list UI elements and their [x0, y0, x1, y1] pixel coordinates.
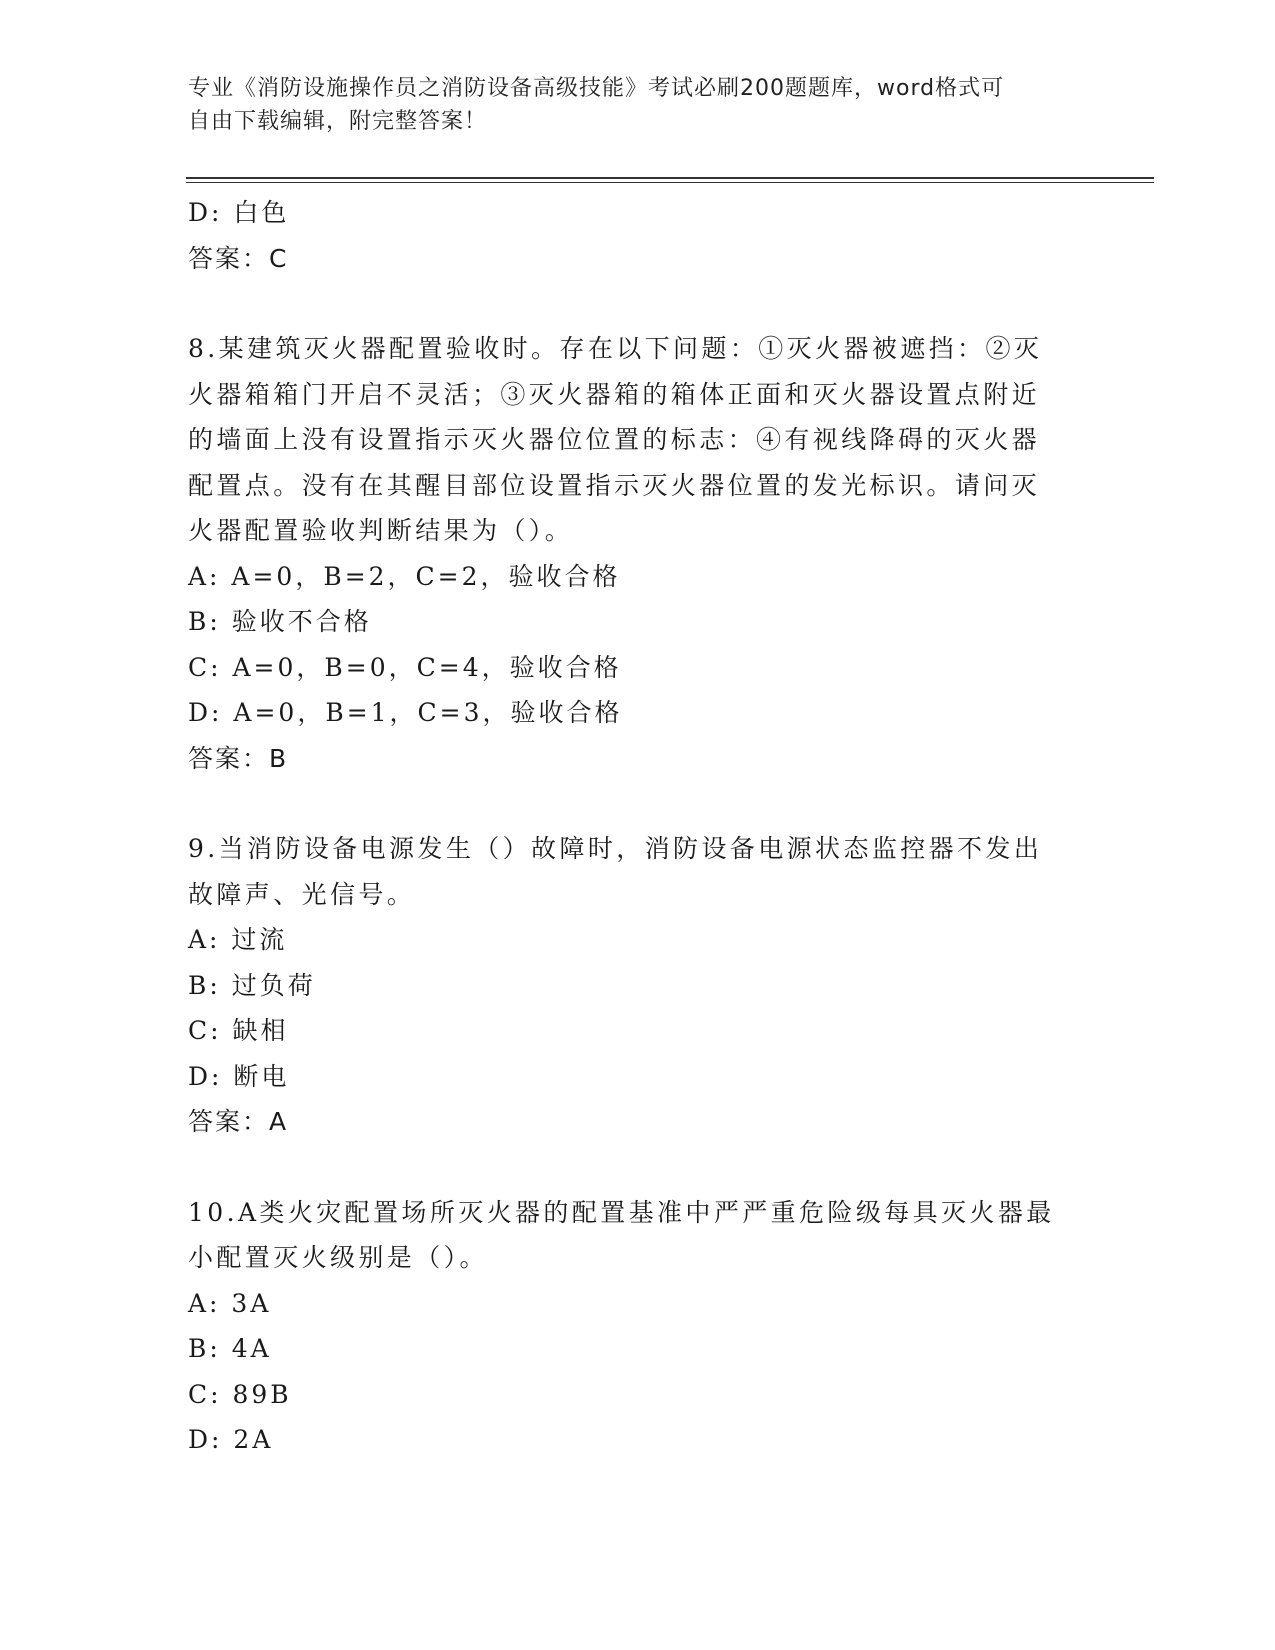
- header-title-line-2: 自由下载编辑，附完整答案！: [188, 109, 488, 134]
- question-10: [188, 1190, 1068, 1463]
- document-header: [188, 72, 1068, 138]
- question-stem-line: 配置点。没有在其醒目部位设置指示灭火器位置的发光标识。请问灭: [188, 470, 1041, 500]
- option-c: C: A=0，B=0，C=4，验收合格: [188, 652, 622, 682]
- option-d: D: 断电: [188, 1061, 290, 1091]
- answer-line: 答案：C: [188, 243, 289, 273]
- option-b: B: 4A: [188, 1334, 272, 1363]
- answer-line: 答案：A: [188, 1107, 289, 1136]
- option-a: A: 3A: [188, 1288, 272, 1318]
- spacer: [188, 781, 1068, 826]
- option-c: C: 缺相: [188, 1016, 289, 1045]
- question-stem-line: 故障声、光信号。: [188, 879, 416, 909]
- answer-line: 答案：B: [188, 743, 289, 773]
- question-8: [188, 326, 1068, 781]
- question-9: [188, 826, 1068, 1145]
- question-stem-line: 10.A类火灾配置场所灭火器的配置基准中严严重危险级每具灭火器最: [188, 1197, 1055, 1227]
- carryover-block: [188, 190, 1068, 281]
- spacer: [188, 1145, 1068, 1190]
- option-b: B: 验收不合格: [188, 607, 372, 636]
- question-stem-line: 9.当消防设备电源发生（）故障时，消防设备电源状态监控器不发出: [188, 834, 1043, 863]
- question-stem-line: 的墙面上没有设置指示灭火器位位置的标志：④有视线降碍的灭火器: [188, 425, 1041, 454]
- header-divider-thin: [186, 182, 1154, 183]
- option-b: B: 过负荷: [188, 970, 316, 1000]
- option-a: A: 过流: [188, 925, 288, 954]
- option-a: A: A=0，B=2，C=2，验收合格: [188, 561, 621, 591]
- header-title-line-1: 专业《消防设施操作员之消防设备高级技能》考试必刷200题题库，word格式可: [188, 76, 1005, 101]
- question-stem-line: 火器配置验收判断结果为（）。: [188, 516, 574, 545]
- question-stem-line: 小配置灭火级别是（）。: [188, 1243, 488, 1272]
- option-d: D: 2A: [188, 1425, 274, 1454]
- question-stem-line: 火器箱箱门开启不灵活；③灭火器箱的箱体正面和灭火器设置点附近: [188, 379, 1041, 409]
- header-divider-thick: [186, 177, 1154, 179]
- option-d: D: A=0，B=1，C=3，验收合格: [188, 698, 623, 727]
- option-d: D: 白色: [188, 198, 290, 227]
- question-stem-line: 8.某建筑灭火器配置验收时。存在以下问题：①灭火器被遮挡：②灭: [188, 334, 1043, 363]
- spacer: [188, 281, 1068, 326]
- question-list: [188, 190, 1068, 1463]
- option-c: C: 89B: [188, 1379, 292, 1409]
